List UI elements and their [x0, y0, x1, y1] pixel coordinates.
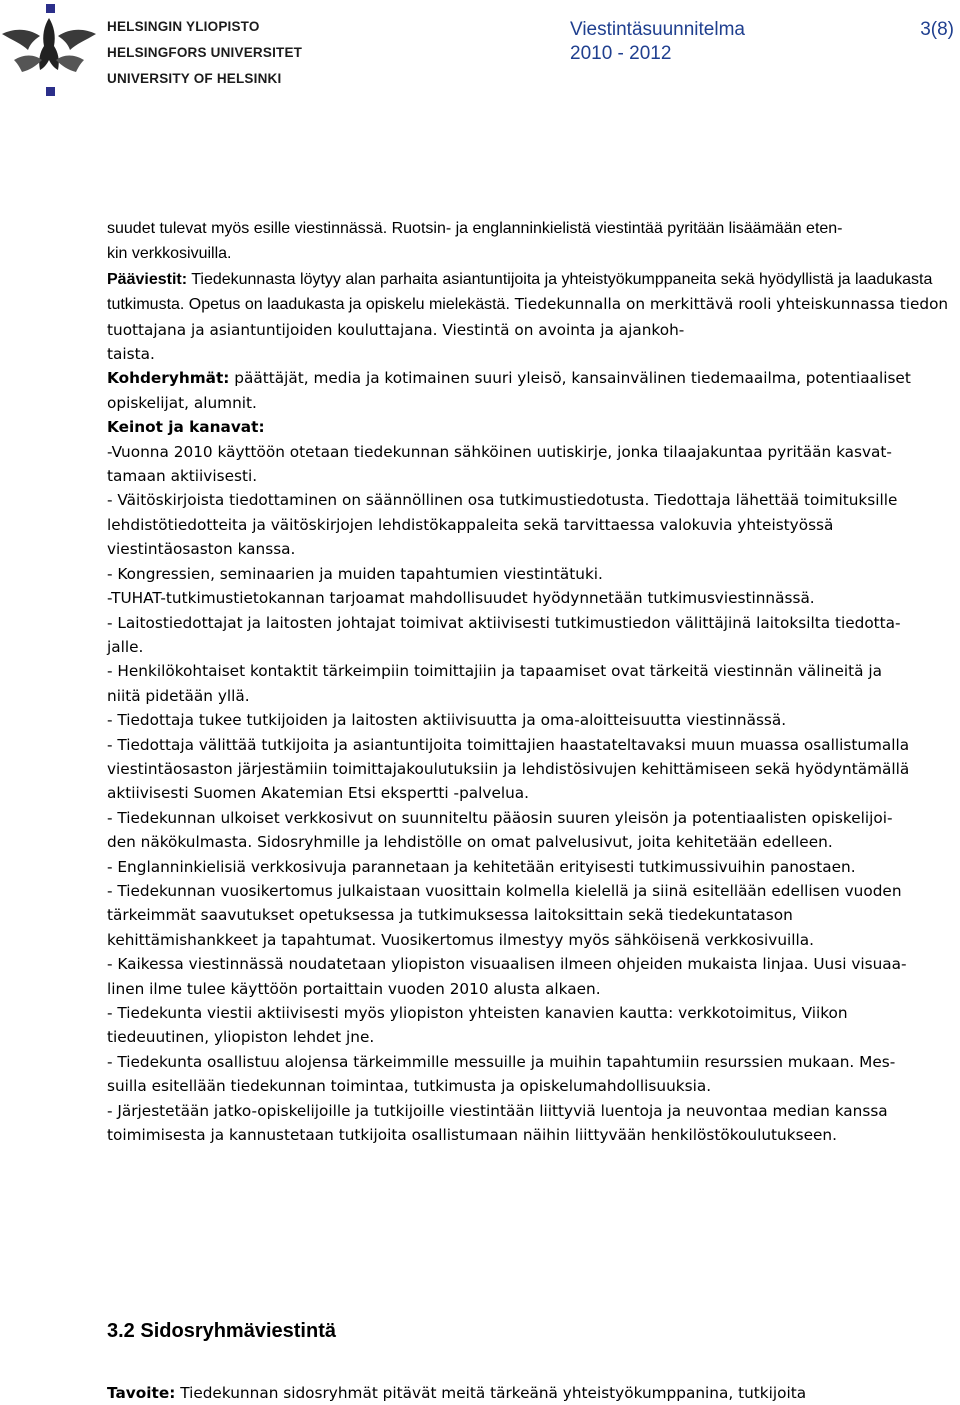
goal-line: [107, 1381, 806, 1405]
list-item: - Englanninkielisiä verkkosivuja parannetaan ja kehitetään erityisesti tutkimussivuihin panostaen.: [107, 857, 856, 876]
paragraph-target-groups: [107, 366, 959, 415]
logo-line-sv: HELSINGFORS UNIVERSITET: [107, 45, 303, 60]
logo-text: [107, 14, 302, 92]
section-heading: 3.2 Sidosryhmäviestintä: [107, 1320, 336, 1342]
list-item: - Järjestetään jatko-opiskelijoille ja tutkijoille viestintään liittyviä luentoja ja neuvontaa median kanssa toimimisesta ja kannustetaan tutkijoita osallistumaan näihin liittyvään henkilöstökoulutukseen.: [107, 1101, 888, 1145]
channels-label: Keinot ja kanavat:: [107, 418, 265, 437]
main-messages-label: Pääviestit:: [107, 270, 188, 288]
helsinki-emblem-icon: [0, 0, 98, 98]
list-item: -TUHAT-tutkimustietokannan tarjoamat mahdollisuudet hyödynnetään tutkimusviestinnässä.: [107, 589, 815, 608]
main-messages-text-continued: Tiedekunnalla on merkittävä rooli yhteiskunnassa tiedon tuottajana ja asiantuntijoiden kouluttajana. Viestintä on avointa ja ajankoh- taista.: [107, 295, 949, 364]
logo-line-fi: HELSINGIN YLIOPISTO: [107, 19, 260, 34]
logo-line-en: UNIVERSITY OF HELSINKI: [107, 71, 282, 86]
list-item: - Tiedottaja välittää tutkijoita ja asiantuntijoita toimittajien haastateltavaksi muun muassa osallistumalla viestintäosaston järjestämiin toimittajakoulutuksiin ja lehdistösivujen kehittämiseen sekä hyödyntämällä aktiivisesti Suomen Akatemian Etsi ekspertti -palvelua.: [107, 735, 910, 803]
list-item: - Tiedottaja tukee tutkijoiden ja laitosten aktiivisuutta ja oma-aloitteisuutta viestinnässä.: [107, 711, 787, 730]
list-item: - Henkilökohtaiset kontaktit tärkeimpiin toimittajiin ja tapaamiset ovat tärkeitä viestinnän välineitä ja niitä pidetään yllä.: [107, 662, 882, 705]
list-item: - Laitostiedottajat ja laitosten johtajat toimivat aktiivisesti tutkimustiedon välittäjinä laitoksilta tiedotta- jalle.: [107, 613, 901, 656]
paragraph-languages: [107, 216, 959, 267]
list-item: - Tiedekunnan ulkoiset verkkosivut on suunniteltu pääosin suuren yleisön ja potentiaalisten opiskelijoi- den näkökulmasta. Sidosryhmille ja lehdistölle on omat palvelusivut, joita kehitetään edelleen.: [107, 808, 893, 852]
list-item: - Tiedekunta viestii aktiivisesti myös yliopiston yhteisten kanavien kautta: verkkotoimitus, Viikon tiedeuutinen, yliopiston lehdet jne.: [107, 1004, 848, 1047]
document-years: 2010 - 2012: [570, 43, 672, 64]
document-title: Viestintäsuunnitelma: [570, 19, 745, 40]
target-groups-text: päättäjät, media ja kotimainen suuri yleisö, kansainvälinen tiedemaailma, potentiaaliset opiskelijat, alumnit.: [107, 369, 911, 412]
list-item: - Tiedekunta osallistuu alojensa tärkeimmille messuille ja muihin tapahtumiin resurssien mukaan. Mes- suilla esitellään tiedekunnan toimintaa, tutkimusta ja opiskelumahdollisuuksia.: [107, 1052, 896, 1096]
list-item: - Kaikessa viestinnässä noudatetaan yliopiston visuaalisen ilmeen ohjeiden mukaista linjaa. Uusi visuaa- linen ilme tulee käyttöön portaittain vuoden 2010 alusta alkaen.: [107, 955, 907, 998]
goal-label: Tavoite:: [107, 1384, 176, 1402]
page-number: 3(8): [920, 19, 954, 40]
channels-label-line: [107, 415, 959, 439]
university-logo: [0, 0, 303, 100]
paragraph-main-messages: [107, 267, 959, 367]
main-messages-text: Tiedekunnasta löytyy alan parhaita asiantuntijoita ja yhteistyökumppaneita sekä hyödyllistä ja laadukasta tutkimusta. Opetus on laadukasta ja opiskelu mielekästä.: [107, 270, 933, 314]
paragraph-text: suudet tulevat myös esille viestinnässä. Ruotsin- ja englanninkielistä viestintää pyritään lisäämään eten- kin verkkosivuilla.: [107, 220, 843, 263]
list-item: - Tiedekunnan vuosikertomus julkaistaan vuosittain kolmella kielellä ja siinä esitellään edellisen vuoden tärkeimmät saavutukset opetuksessa ja tutkimuksessa laitoksittain sekä tiedekuntatason kehittämishankkeet ja tapahtumat. Vuosikertomus ilmestyy myös sähköisenä verkkosivuilla.: [107, 881, 902, 949]
list-item: -Vuonna 2010 käyttöön otetaan tiedekunnan sähköinen uutiskirje, jonka tilaajakuntaa pyritään kasvat- tamaan aktiivisesti.: [107, 442, 892, 486]
target-groups-label: Kohderyhmät:: [107, 369, 230, 388]
body-text: [107, 216, 959, 1147]
list-item: - Väitöskirjoista tiedottaminen on säännöllinen osa tutkimustiedotusta. Tiedottaja lähettää toimituksille lehdistötiedotteita ja väitöskirjojen lehdistökappaleita sekä tarvittaessa valokuvia yhteistyössä viestintäosaston kanssa.: [107, 491, 898, 559]
list-item: - Kongressien, seminaarien ja muiden tapahtumien viestintätuki.: [107, 564, 603, 583]
goal-text: Tiedekunnan sidosryhmät pitävät meitä tärkeänä yhteistyökumppanina, tutkijoita: [175, 1384, 807, 1402]
